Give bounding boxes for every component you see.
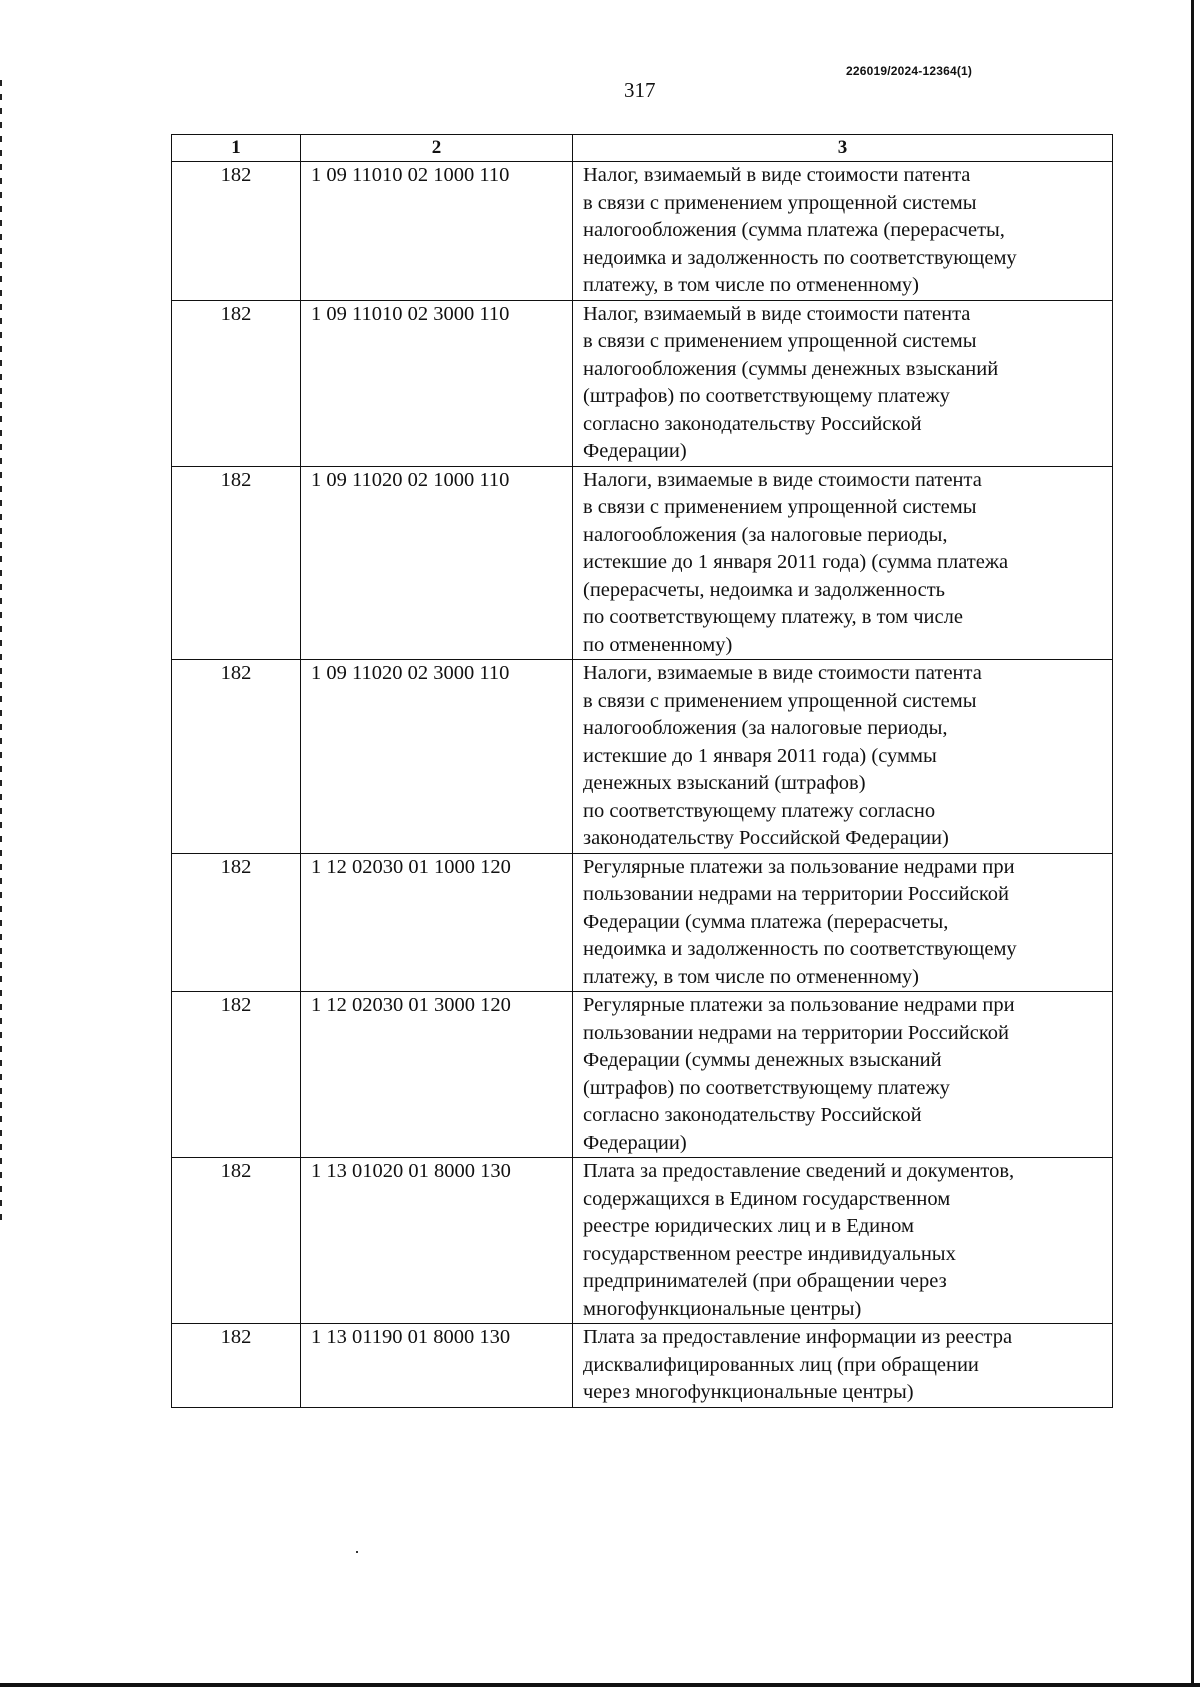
- description-line: согласно законодательству Российской: [583, 1104, 922, 1126]
- description-line: платежу, в том числе по отмененному): [583, 274, 919, 296]
- description-line: Налог, взимаемый в виде стоимости патента: [583, 164, 971, 186]
- scan-edge-left: [0, 80, 2, 1220]
- description-line: (штрафов) по соответствующему платежу: [583, 1076, 950, 1099]
- description-line: по соответствующему платежу согласно: [583, 799, 936, 822]
- table-row: [172, 1158, 1113, 1324]
- budget-code-cell: 1 12 02030 01 1000 120: [301, 853, 573, 992]
- description-line: в связи с применением упрощенной системы: [583, 330, 977, 352]
- table-row: [172, 660, 1113, 854]
- scan-speck: [356, 1551, 358, 1553]
- description-line: налогообложения (сумма платежа (перерасчеты,: [583, 219, 1005, 241]
- table-body: [172, 162, 1113, 1408]
- table-header-row: [172, 135, 1113, 162]
- description-line: истекшие до 1 января 2011 года) (суммы: [583, 744, 937, 767]
- description-line: Федерации (суммы денежных взысканий: [583, 1049, 942, 1071]
- description-cell: [573, 300, 1113, 466]
- description-cell: [573, 992, 1113, 1158]
- description-line: через многофункциональные центры): [583, 1381, 914, 1403]
- description-line: Налоги, взимаемые в виде стоимости патента: [583, 468, 982, 491]
- description-line: законодательству Российской Федерации): [583, 827, 949, 849]
- description-line: согласно законодательству Российской: [583, 412, 922, 435]
- description-line: в связи с применением упрощенной системы: [583, 689, 977, 712]
- description-line: (перерасчеты, недоимка и задолженность: [583, 578, 946, 601]
- column-header-2: 2: [301, 135, 573, 162]
- description-line: пользовании недрами на территории Российской: [583, 1021, 1009, 1044]
- table-row: [172, 162, 1113, 301]
- description-line: Федерации (сумма платежа (перерасчеты,: [583, 910, 949, 933]
- page-number: 317: [624, 78, 656, 102]
- budget-code-cell: 1 12 02030 01 3000 120: [301, 992, 573, 1158]
- admin-code-cell: 182: [172, 162, 301, 301]
- description-line: платежу, в том числе по отмененному): [583, 965, 919, 988]
- description-line: в связи с применением упрощенной системы: [583, 496, 977, 518]
- document-id: 226019/2024-12364(1): [846, 64, 973, 78]
- budget-code-cell: 1 13 01020 01 8000 130: [301, 1158, 573, 1324]
- table-row: [172, 992, 1113, 1158]
- description-line: реестре юридических лиц и в Едином: [583, 1215, 914, 1237]
- description-line: Налоги, взимаемые в виде стоимости патента: [583, 662, 982, 684]
- budget-code-cell: 1 09 11010 02 1000 110: [301, 162, 573, 301]
- admin-code-cell: 182: [172, 466, 301, 660]
- table-row: [172, 300, 1113, 466]
- column-header-3: 3: [573, 135, 1113, 162]
- description-cell: [573, 466, 1113, 660]
- description-line: Плата за предоставление сведений и документов,: [583, 1160, 1015, 1182]
- description-cell: [573, 853, 1113, 992]
- description-line: в связи с применением упрощенной системы: [583, 191, 977, 214]
- description-line: налогообложения (за налоговые периоды,: [583, 717, 948, 739]
- description-line: истекшие до 1 января 2011 года) (сумма платежа: [583, 551, 1009, 573]
- description-line: недоимка и задолженность по соответствующему: [583, 938, 1017, 960]
- description-cell: [573, 1158, 1113, 1324]
- scan-edge-bottom: [0, 1683, 1200, 1687]
- description-line: налогообложения (за налоговые периоды,: [583, 523, 948, 546]
- description-line: многофункциональные центры): [583, 1297, 862, 1320]
- description-line: по отмененному): [583, 633, 733, 656]
- description-line: Регулярные платежи за пользование недрами при: [583, 855, 1015, 878]
- description-line: государственном реестре индивидуальных: [583, 1242, 956, 1265]
- scan-edge-right: [1191, 0, 1194, 1687]
- description-line: по соответствующему платежу, в том числе: [583, 606, 963, 628]
- description-line: Налог, взимаемый в виде стоимости патента: [583, 302, 971, 325]
- revenue-code-table: [171, 134, 1113, 1408]
- admin-code-cell: 182: [172, 1158, 301, 1324]
- column-header-1: 1: [172, 135, 301, 162]
- description-cell: [573, 660, 1113, 854]
- description-line: Регулярные платежи за пользование недрами при: [583, 994, 1015, 1016]
- description-line: Плата за предоставление информации из реестра: [583, 1326, 1013, 1348]
- admin-code-cell: 182: [172, 660, 301, 854]
- admin-code-cell: 182: [172, 1324, 301, 1408]
- description-line: (штрафов) по соответствующему платежу: [583, 385, 950, 407]
- description-line: содержащихся в Едином государственном: [583, 1187, 951, 1210]
- description-cell: [573, 162, 1113, 301]
- budget-code-cell: 1 13 01190 01 8000 130: [301, 1324, 573, 1408]
- budget-code-cell: 1 09 11010 02 3000 110: [301, 300, 573, 466]
- description-line: Федерации): [583, 440, 687, 462]
- description-line: денежных взысканий (штрафов): [583, 772, 866, 794]
- table-row: [172, 1324, 1113, 1408]
- table-row: [172, 853, 1113, 992]
- description-line: пользовании недрами на территории Российской: [583, 883, 1009, 905]
- description-line: предпринимателей (при обращении через: [583, 1270, 947, 1292]
- description-cell: [573, 1324, 1113, 1408]
- description-line: недоимка и задолженность по соответствующему: [583, 246, 1017, 269]
- table-row: [172, 466, 1113, 660]
- admin-code-cell: 182: [172, 853, 301, 992]
- description-line: Федерации): [583, 1131, 687, 1154]
- admin-code-cell: 182: [172, 992, 301, 1158]
- budget-code-cell: 1 09 11020 02 3000 110: [301, 660, 573, 854]
- description-line: дисквалифицированных лиц (при обращении: [583, 1353, 979, 1376]
- admin-code-cell: 182: [172, 300, 301, 466]
- description-line: налогообложения (суммы денежных взысканий: [583, 357, 999, 380]
- budget-code-cell: 1 09 11020 02 1000 110: [301, 466, 573, 660]
